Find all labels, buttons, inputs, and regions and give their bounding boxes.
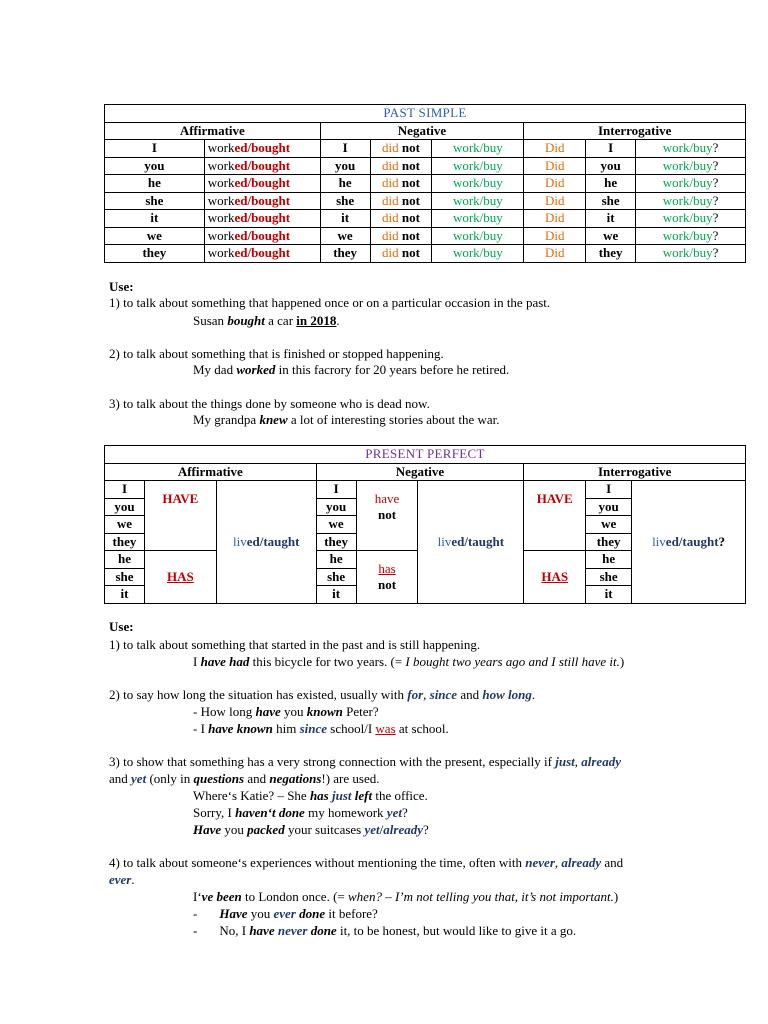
pronoun: he — [586, 175, 636, 193]
negative-verb: work/buy — [432, 192, 524, 210]
pronoun: you — [586, 498, 632, 516]
past-example-2: My dad worked in this facrory for 20 years before he retired. — [193, 362, 510, 377]
past-simple-title: PAST SIMPLE — [105, 105, 746, 123]
pronoun: she — [316, 568, 356, 586]
pronoun: we — [105, 516, 145, 534]
pronoun: I — [316, 481, 356, 499]
negative-verb: work/buy — [432, 140, 524, 158]
pronoun: we — [105, 227, 205, 245]
present-perfect-title: PRESENT PERFECT — [105, 446, 746, 464]
pp-use-3: 3) to show that something has a very strong connection with the present, especially if just, already — [109, 754, 621, 769]
question-verb: work/buy? — [636, 210, 746, 228]
negative-aux: did not — [370, 157, 432, 175]
pronoun: we — [316, 516, 356, 534]
question-aux: Did — [524, 192, 586, 210]
pronoun: it — [586, 586, 632, 604]
question-aux: Did — [524, 245, 586, 263]
past-use-3: 3) to talk about the things done by someone who is dead now. — [109, 396, 430, 411]
past-simple-row — [105, 157, 746, 175]
negative-aux: did not — [370, 210, 432, 228]
pronoun: we — [586, 227, 636, 245]
use-heading-2: Use: — [109, 619, 134, 634]
past-example-1: Susan bought a car in 2018. — [193, 313, 340, 328]
negative-verb: work/buy — [432, 227, 524, 245]
pronoun: I — [105, 481, 145, 499]
use-heading-1: Use: — [109, 279, 134, 294]
negative-verb: work/buy — [432, 175, 524, 193]
affirmative-form: worked/bought — [204, 245, 320, 263]
affirmative-participle: lived/taught — [216, 481, 316, 604]
pronoun: I — [105, 140, 205, 158]
pronoun: we — [586, 516, 632, 534]
pronoun: it — [316, 586, 356, 604]
affirmative-form: worked/bought — [204, 157, 320, 175]
past-example-3: My grandpa knew a lot of interesting stories about the war. — [193, 412, 500, 427]
pronoun: they — [586, 245, 636, 263]
pronoun: she — [586, 192, 636, 210]
pronoun: I — [586, 140, 636, 158]
pp-example-2a: - How long have you known Peter? — [193, 704, 379, 719]
question-aux: Did — [524, 227, 586, 245]
negative-aux: did not — [370, 245, 432, 263]
pronoun: he — [320, 175, 370, 193]
past-simple-row — [105, 192, 746, 210]
affirmative-form: worked/bought — [204, 140, 320, 158]
pronoun: he — [586, 551, 632, 569]
pronoun: it — [320, 210, 370, 228]
q-has: HAS — [524, 551, 586, 604]
affirmative-form: worked/bought — [204, 175, 320, 193]
question-aux: Did — [524, 210, 586, 228]
past-simple-row — [105, 175, 746, 193]
pp-example-2b: - I have known him since school/I was at school. — [193, 721, 449, 736]
question-participle: lived/taught? — [632, 481, 746, 604]
pronoun: she — [320, 192, 370, 210]
negative-aux: did not — [370, 175, 432, 193]
past-simple-row — [105, 227, 746, 245]
pronoun: she — [105, 568, 145, 586]
pronoun: he — [105, 551, 145, 569]
affirmative-form: worked/bought — [204, 227, 320, 245]
question-verb: work/buy? — [636, 245, 746, 263]
pp-use-3-cont: and yet (only in questions and negations!) are used. — [109, 771, 380, 786]
negative-verb: work/buy — [432, 245, 524, 263]
present-perfect-table — [104, 445, 746, 604]
pp-example-4b: - Have you ever done it before? — [193, 906, 378, 921]
pronoun: you — [105, 157, 205, 175]
pronoun: it — [586, 210, 636, 228]
question-verb: work/buy? — [636, 140, 746, 158]
affirmative-form: worked/bought — [204, 192, 320, 210]
aux-has: HAS — [144, 551, 216, 604]
pronoun: he — [105, 175, 205, 193]
pp-example-4a: I‘ve been to London once. (= when? – I’m not telling you that, it’s not important.) — [193, 889, 619, 904]
pronoun: they — [105, 533, 145, 551]
header-negative: Negative — [320, 122, 524, 140]
past-simple-row — [105, 140, 746, 158]
pronoun: you — [316, 498, 356, 516]
pronoun: she — [586, 568, 632, 586]
pronoun: it — [105, 210, 205, 228]
present-perfect-row — [105, 481, 746, 499]
pronoun: they — [105, 245, 205, 263]
neg-has-not: has not — [356, 551, 418, 604]
pronoun: they — [586, 533, 632, 551]
pronoun: they — [320, 245, 370, 263]
pp-header-negative: Negative — [316, 463, 524, 481]
pronoun: we — [320, 227, 370, 245]
pp-example-3c: Have you packed your suitcases yet/already? — [193, 822, 429, 837]
aux-have: HAVE — [144, 481, 216, 551]
pp-example-1: I have had this bicycle for two years. (= I bought two years ago and I still have it.) — [193, 654, 625, 669]
neg-have-not: have not — [356, 481, 418, 551]
pp-example-3b: Sorry, I haven‘t done my homework yet? — [193, 805, 408, 820]
pp-example-3a: Where‘s Katie? – She has just left the office. — [193, 788, 428, 803]
negative-aux: did not — [370, 192, 432, 210]
question-verb: work/buy? — [636, 157, 746, 175]
question-aux: Did — [524, 140, 586, 158]
pp-use-2: 2) to say how long the situation has existed, usually with for, since and how long. — [109, 687, 536, 702]
past-use-2: 2) to talk about something that is finished or stopped happening. — [109, 346, 444, 361]
question-verb: work/buy? — [636, 192, 746, 210]
question-verb: work/buy? — [636, 175, 746, 193]
question-aux: Did — [524, 175, 586, 193]
past-use-1: 1) to talk about something that happened once or on a particular occasion in the past. — [109, 295, 551, 310]
pronoun: you — [320, 157, 370, 175]
negative-verb: work/buy — [432, 210, 524, 228]
q-have: HAVE — [524, 481, 586, 551]
pronoun: you — [105, 498, 145, 516]
negative-participle: lived/taught — [418, 481, 524, 604]
header-interrogative: Interrogative — [524, 122, 746, 140]
pp-example-4c: - No, I have never done it, to be honest, but would like to give it a go. — [193, 923, 577, 938]
pp-use-1: 1) to talk about something that started in the past and is still happening. — [109, 637, 481, 652]
pp-header-affirmative: Affirmative — [105, 463, 317, 481]
pronoun: they — [316, 533, 356, 551]
header-affirmative: Affirmative — [105, 122, 321, 140]
pp-use-4-cont: ever. — [109, 872, 135, 887]
pronoun: she — [105, 192, 205, 210]
negative-verb: work/buy — [432, 157, 524, 175]
affirmative-form: worked/bought — [204, 210, 320, 228]
pp-header-interrogative: Interrogative — [524, 463, 746, 481]
question-aux: Did — [524, 157, 586, 175]
pronoun: I — [586, 481, 632, 499]
pronoun: he — [316, 551, 356, 569]
past-simple-row — [105, 245, 746, 263]
negative-aux: did not — [370, 227, 432, 245]
negative-aux: did not — [370, 140, 432, 158]
pp-use-4: 4) to talk about someone‘s experiences without mentioning the time, often with never, already and — [109, 855, 624, 870]
question-verb: work/buy? — [636, 227, 746, 245]
pronoun: it — [105, 586, 145, 604]
past-simple-table — [104, 104, 746, 263]
pronoun: you — [586, 157, 636, 175]
pronoun: I — [320, 140, 370, 158]
past-simple-row — [105, 210, 746, 228]
